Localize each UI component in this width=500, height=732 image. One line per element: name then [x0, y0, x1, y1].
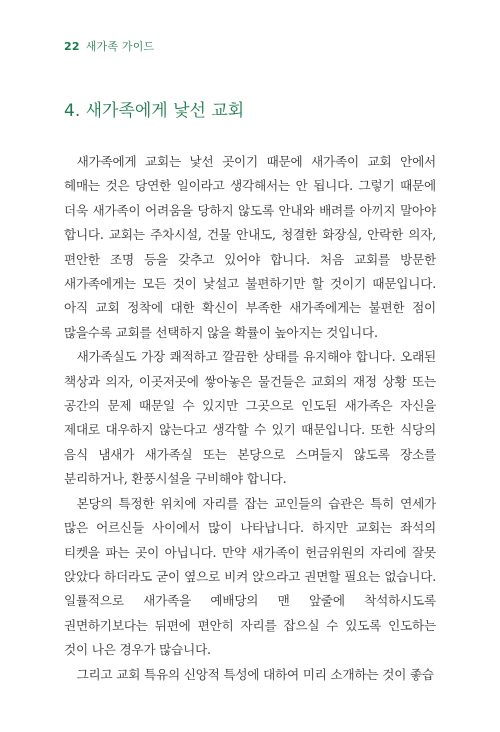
page-number: 22: [64, 40, 80, 53]
paragraph: 새가족에게 교회는 낯선 곳이기 때문에 새가족이 교회 안에서 헤매는 것은 당연한 일이라고 생각해서는 안 됩니다. 그렇기 때문에 더욱 새가족이 어려움을 당하지 않도록 안내와 배려를 아끼지 말아야 합니다. 교회는 주차시설, 건물 안내도, 청결한 화장실, 안락한 의자, 편안한 조명 등을 갖추고 있어야 합니다. 처음 교회를 방문한 새가족에게는 모든 것이 낯설고 불편하기만 할 것이기 때문입니다. 아직 교회 정착에 대한 확신이 부족한 새가족에게는 불편한 점이 많을수록 교회를 선택하지 않을 확률이 높아지는 것입니다.: [64, 154, 436, 340]
paragraph: 본당의 특정한 위치에 자리를 잡는 교인들의 습관은 특히 연세가 많은 어르신들 사이에서 많이 나타납니다. 하지만 교회는 좌석의 티켓을 파는 곳이 아닙니다. 만약 새가족이 헌금위원의 자리에 잘못 앉았다 하더라도 굳이 옆으로 비켜 앉으라고 권면할 필요는 없습니다. 일률적으로 새가족을 예배당의 맨 앞줄에 착석하시도록 권면하기보다는 뒤편에 편안히 자리를 잡으실 수 있도록 인도하는 것이 나은 경우가 많습니다.: [64, 495, 436, 658]
running-head: [64, 38, 154, 54]
paragraph: 그리고 교회 특유의 신앙적 특성에 대하여 미리 소개하는 것이 좋습: [76, 666, 434, 682]
chapter-title: 4. 새가족에게 낯선 교회: [64, 101, 245, 121]
book-title: 새가족 가이드: [85, 40, 155, 53]
body-text: [64, 150, 436, 687]
paragraph: 새가족실도 가장 쾌적하고 깔끔한 상태를 유지해야 합니다. 오래된 책상과 의자, 이곳저곳에 쌓아놓은 물건들은 교회의 재정 상황 또는 공간의 문제 때문일 수 있지만 그곳으로 인도된 새가족은 자신을 제대로 대우하지 않는다고 생각할 수 있기 때문입니다. 또한 식당의 음식 냄새가 새가족실 또는 본당으로 스며들지 않도록 장소를 분리하거나, 환풍시설을 구비해야 합니다.: [64, 349, 436, 487]
